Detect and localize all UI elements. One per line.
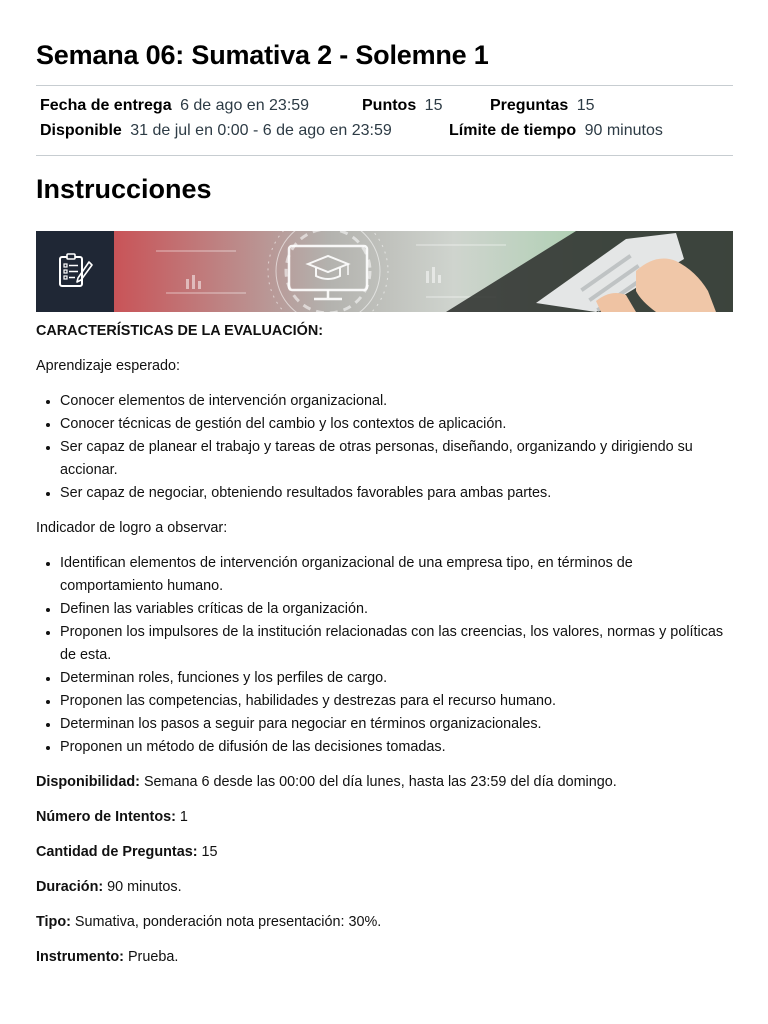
- fact-label: Duración:: [36, 879, 104, 895]
- time-limit-value: 90 minutos: [584, 122, 663, 139]
- fact-label: Tipo:: [36, 914, 71, 930]
- due-date-value: 6 de ago en 23:59: [180, 97, 310, 114]
- due-date-label: Fecha de entrega: [40, 97, 172, 114]
- fact-label: Instrumento:: [36, 949, 124, 965]
- availability-detail: [40, 122, 392, 140]
- list-item: • Proponen los impulsores de la institución relacionadas con las creencias, los valores, normas y políticas de esta.: [60, 621, 736, 667]
- type-fact: [36, 911, 736, 934]
- list-item: • Determinan roles, funciones y los perfiles de cargo.: [60, 667, 736, 690]
- list-item: • Conocer técnicas de gestión del cambio y los contextos de aplicación.: [60, 413, 736, 436]
- list-item: • Ser capaz de negociar, obteniendo resultados favorables para ambas partes.: [60, 482, 736, 505]
- fact-value: 15: [201, 844, 218, 860]
- fact-value: 90 minutos.: [107, 879, 182, 895]
- list-item: • Ser capaz de planear el trabajo y tareas de otras personas, diseñando, organizando y dirigiendo su accionar.: [60, 436, 736, 482]
- learning-label: Aprendizaje esperado:: [36, 358, 181, 374]
- instructions-heading: Instrucciones: [36, 174, 212, 204]
- fact-value: Semana 6 desde las 00:00 del día lunes, hasta las 23:59 del día domingo.: [143, 774, 617, 790]
- availability-fact: [36, 771, 736, 794]
- list-item: • Proponen un método de difusión de las decisiones tomadas.: [60, 736, 736, 759]
- instrument-fact: [36, 946, 736, 969]
- due-date-detail: [40, 97, 309, 115]
- fact-value: 1: [179, 809, 188, 825]
- time-limit-detail: [449, 122, 663, 140]
- instructions-banner: [36, 231, 733, 312]
- availability-label: Disponible: [40, 122, 122, 139]
- evaluation-section-title: CARACTERÍSTICAS DE LA EVALUACIÓN:: [36, 323, 324, 339]
- fact-label: Disponibilidad:: [36, 774, 140, 790]
- questions-detail: [490, 97, 595, 115]
- time-limit-label: Límite de tiempo: [449, 122, 577, 139]
- learning-list: [36, 390, 736, 505]
- points-value: 15: [424, 97, 443, 114]
- list-item: • Identifican elementos de intervención organizacional de una empresa tipo, en términos de comportamiento humano.: [60, 552, 736, 598]
- divider-bottom: [36, 155, 733, 156]
- points-detail: [362, 97, 442, 115]
- list-item: • Conocer elementos de intervención organizacional.: [60, 390, 736, 413]
- indicator-list: [36, 552, 736, 759]
- fact-value: Sumativa, ponderación nota presentación: 30%.: [74, 914, 382, 930]
- question-count-fact: [36, 841, 736, 864]
- fact-value: Prueba.: [127, 949, 179, 965]
- availability-value: 31 de jul en 0:00 - 6 de ago en 23:59: [130, 122, 392, 139]
- page-title: Semana 06: Sumativa 2 - Solemne 1: [36, 40, 489, 70]
- list-item: • Proponen las competencias, habilidades y destrezas para el recurso humano.: [60, 690, 736, 713]
- duration-fact: [36, 876, 736, 899]
- education-illustration: [36, 231, 733, 312]
- divider-top: [36, 85, 733, 86]
- indicator-label: Indicador de logro a observar:: [36, 520, 228, 536]
- fact-label: Número de Intentos:: [36, 809, 176, 825]
- list-item: • Determinan los pasos a seguir para negociar en términos organizacionales.: [60, 713, 736, 736]
- points-label: Puntos: [362, 97, 417, 114]
- list-item: • Definen las variables críticas de la organización.: [60, 598, 736, 621]
- questions-value: 15: [576, 97, 595, 114]
- questions-label: Preguntas: [490, 97, 569, 114]
- instructions-body: [36, 320, 736, 981]
- fact-label: Cantidad de Preguntas:: [36, 844, 198, 860]
- attempts-fact: [36, 806, 736, 829]
